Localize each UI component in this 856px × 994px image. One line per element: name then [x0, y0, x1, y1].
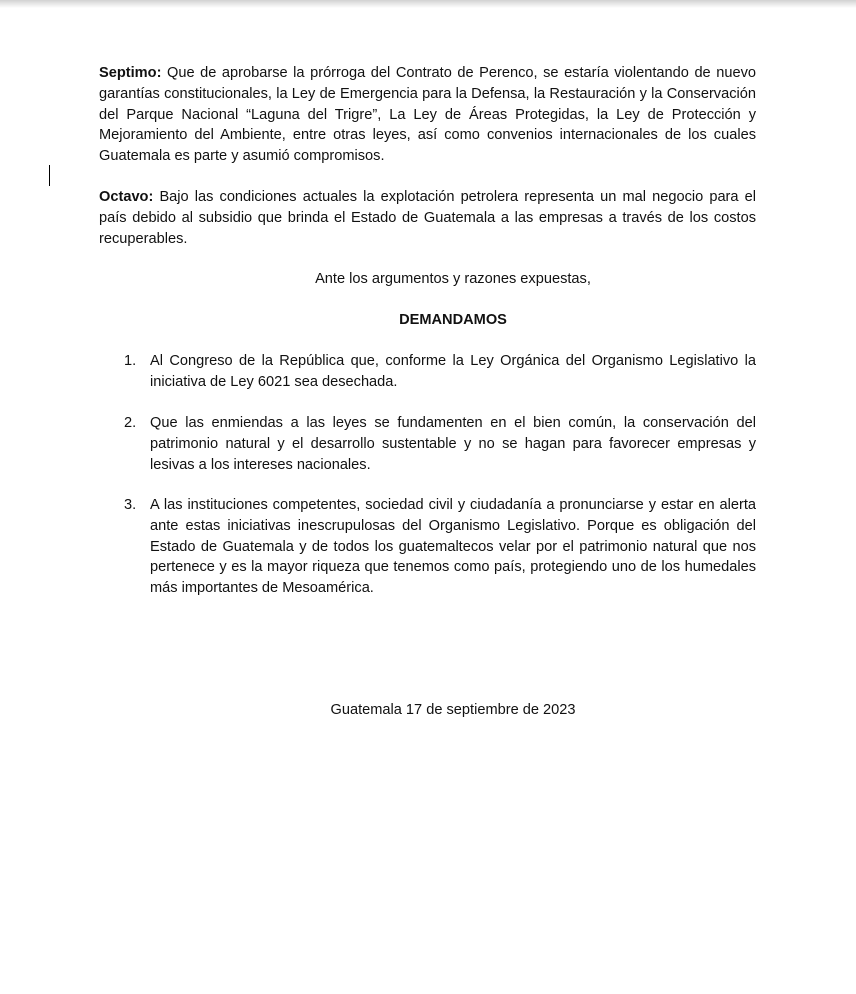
intro-line: Ante los argumentos y razones expuestas, [315, 271, 591, 287]
paragraph-septimo-text: Que de aprobarse la prórroga del Contrato de Perenco, se estaría violentando de nuevo garantías constitucionales, la Ley de Emergencia para la Defensa, la Restauración y la Conservación del Parque Nacional “Laguna del Trigre”, La Ley de Áreas Protegidas, la Ley de Protección y Mejoramiento del Ambiente, entre otras leyes, así como convenios internacionales de los cuales Guatemala es parte y asumió compromisos. [99, 65, 756, 165]
demand-text: Al Congreso de la República que, conforme la Ley Orgánica del Organismo Legislativo la iniciativa de Ley 6021 sea desechada. [150, 353, 756, 390]
demand-number: 1. [124, 353, 137, 369]
paragraph-septimo-lead: Septimo: [99, 65, 162, 81]
demand-text: A las instituciones competentes, sociedad civil y ciudadanía a pronunciarse y estar en alerta ante estas iniciativas inescrupulosas del Organismo Legislativo. Porque es obligación del Estado de Guatemala y de todos los guatemaltecos velar por el patrimonio natural que nos pertenece y es la mayor riqueza que tenemos como país, protegiendo uno de los humedales más importantes de Mesoamérica. [150, 497, 756, 597]
paragraph-septimo [99, 63, 756, 167]
paragraph-octavo-text: Bajo las condiciones actuales la explotación petrolera representa un mal negocio para el país debido al subsidio que brinda el Estado de Guatemala a las empresas a través de los costos recuperables. [99, 189, 756, 247]
demand-text: Que las enmiendas a las leyes se fundamenten en el bien común, la conservación del patrimonio natural y el desarrollo sustentable y no se hagan para favorecer empresas y lesivas a los intereses nacionales. [150, 415, 756, 473]
closing-date: Guatemala 17 de septiembre de 2023 [330, 702, 576, 718]
demand-number: 2. [124, 415, 137, 431]
demand-number: 3. [124, 497, 137, 513]
paragraph-octavo-lead: Octavo: [99, 189, 154, 205]
text-cursor [49, 165, 50, 186]
paragraph-octavo [99, 187, 756, 249]
demands-heading: DEMANDAMOS [399, 312, 507, 328]
